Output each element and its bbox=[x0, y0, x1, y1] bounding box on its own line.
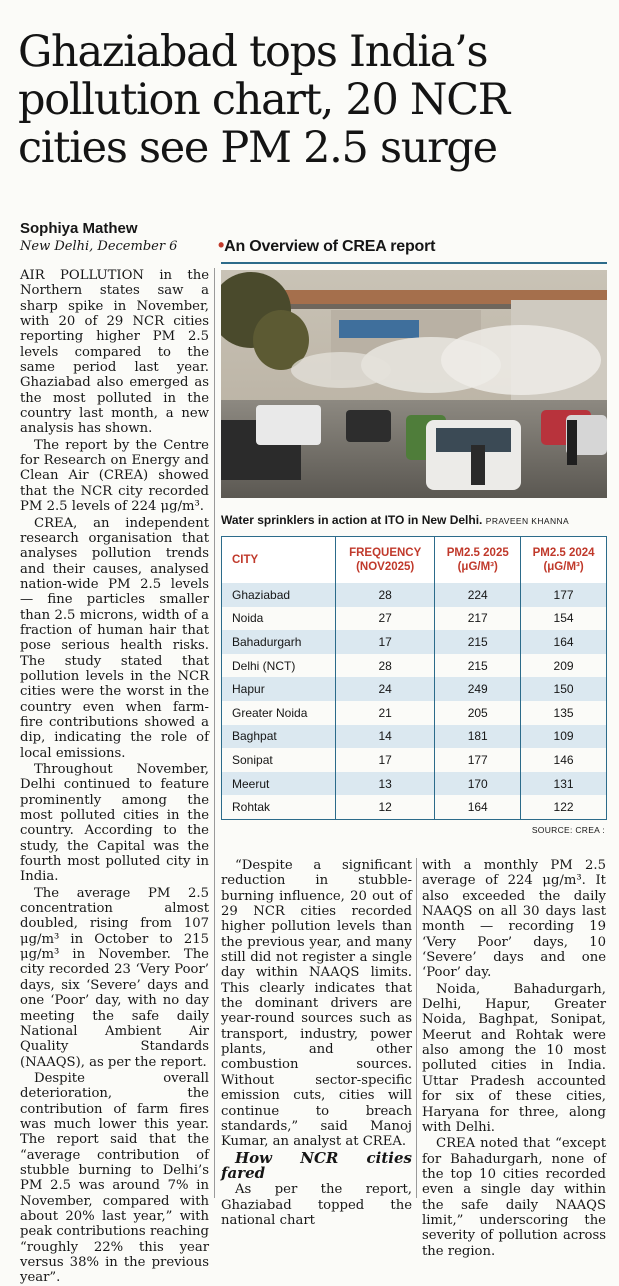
cell-pm25-2024: 150 bbox=[521, 677, 607, 701]
cell-frequency: 28 bbox=[336, 654, 435, 678]
paragraph: CREA, an independent research organisation that analyses pollution trends and their causes, analysed nation-wide PM 2.5 levels — fine particles smaller than 2.5 microns, width of a fraction of human hair that pose serious health risks. The study stated that pollution levels in the NCR cities were the worst in the country even when farm-fire contributions showed a dip, indicating the role of local emissions. bbox=[20, 515, 209, 761]
cell-pm25-2024: 135 bbox=[521, 701, 607, 725]
cell-city: Meerut bbox=[222, 772, 336, 796]
table-row bbox=[222, 748, 607, 772]
cell-frequency: 24 bbox=[336, 677, 435, 701]
cell-city: Ghaziabad bbox=[222, 583, 336, 607]
headline: Ghaziabad tops India’s pollution chart, 20 NCR cities see PM 2.5 surge bbox=[18, 27, 509, 173]
cell-frequency: 13 bbox=[336, 772, 435, 796]
cell-city: Sonipat bbox=[222, 748, 336, 772]
table-row bbox=[222, 701, 607, 725]
header-text: PM2.5 2025 bbox=[446, 547, 509, 559]
paragraph: Throughout November, Delhi continued to feature prominently among the most polluted cities in the country. According to the study, the Capital was the fourth most polluted city in India. bbox=[20, 762, 209, 885]
cell-frequency: 27 bbox=[336, 607, 435, 631]
paragraph: Despite overall deterioration, the contribution of farm fires was much lower this year. The report said that the “average contribution of stubble burning to Delhi’s PM 2.5 was around 7% in November, compared with about 20% last year,” with peak contributions reaching “roughly 22% this year versus 38% in the previous year”. bbox=[20, 1070, 209, 1286]
cell-city: Bahadurgarh bbox=[222, 630, 336, 654]
cell-pm25-2025: 224 bbox=[435, 583, 521, 607]
byline-author: Sophiya Mathew bbox=[20, 220, 138, 237]
subhead: How NCR cities fared bbox=[221, 1148, 412, 1182]
cell-city: Hapur bbox=[222, 677, 336, 701]
table-row bbox=[222, 607, 607, 631]
header-city bbox=[222, 537, 336, 584]
cell-pm25-2025: 164 bbox=[435, 795, 521, 819]
photo-water-sprinklers bbox=[221, 270, 607, 498]
cell-pm25-2024: 131 bbox=[521, 772, 607, 796]
paragraph: As per the report, Ghaziabad topped the national chart bbox=[221, 1182, 412, 1228]
header-text: FREQUENCY bbox=[349, 547, 422, 559]
cell-pm25-2024: 122 bbox=[521, 795, 607, 819]
article-column-right bbox=[422, 858, 606, 1259]
header-frequency bbox=[336, 537, 435, 584]
header-pm25-2024 bbox=[521, 537, 607, 584]
caption-text: Water sprinklers in action at ITO in New Delhi. bbox=[221, 513, 483, 527]
table-row bbox=[222, 725, 607, 749]
cell-frequency: 14 bbox=[336, 725, 435, 749]
table-header-row bbox=[222, 537, 607, 584]
cell-city: Delhi (NCT) bbox=[222, 654, 336, 678]
overview-rule bbox=[221, 262, 607, 264]
cell-city: Baghpat bbox=[222, 725, 336, 749]
cell-pm25-2024: 146 bbox=[521, 748, 607, 772]
photo-caption bbox=[221, 513, 569, 527]
cell-pm25-2025: 177 bbox=[435, 748, 521, 772]
cell-pm25-2024: 164 bbox=[521, 630, 607, 654]
column-divider bbox=[214, 268, 215, 1198]
table-row bbox=[222, 677, 607, 701]
article-column-left bbox=[20, 268, 209, 1286]
paragraph: CREA noted that “except for Bahadurgarh, none of the top 10 cities recorded even a single day within the safe daily NAAQS limit,” underscoring the severity of pollution across the region. bbox=[422, 1136, 606, 1259]
header-text: CITY bbox=[232, 554, 259, 566]
cell-frequency: 17 bbox=[336, 748, 435, 772]
paragraph: The report by the Centre for Research on Energy and Clean Air (CREA) showed that the NCR city recorded PM 2.5 levels of 224 μg/m³. bbox=[20, 437, 209, 515]
overview-title-text: An Overview of CREA report bbox=[224, 238, 436, 255]
cell-pm25-2025: 215 bbox=[435, 630, 521, 654]
cell-city: Rohtak bbox=[222, 795, 336, 819]
header-text: (μG/M³) bbox=[457, 561, 498, 573]
cell-pm25-2024: 154 bbox=[521, 607, 607, 631]
overview-title bbox=[218, 235, 435, 256]
paragraph: AIR POLLUTION in the Northern states saw a sharp spike in November, with 20 of 29 NCR cities reporting higher PM 2.5 levels compared to the same period last year. Ghaziabad also emerged as the most polluted in the country last month, a new analysis has shown. bbox=[20, 268, 209, 437]
table-row bbox=[222, 583, 607, 607]
photo-illustration bbox=[221, 270, 607, 498]
photo-credit: PRAVEEN KHANNA bbox=[485, 516, 570, 526]
cell-city: Noida bbox=[222, 607, 336, 631]
cell-pm25-2025: 181 bbox=[435, 725, 521, 749]
table-source: SOURCE: CREA : bbox=[531, 825, 605, 835]
header-text: (μG/M³) bbox=[543, 561, 584, 573]
paragraph: The average PM 2.5 concentration almost doubled, rising from 107 μg/m³ in October to 215 μg/m³ in November. The city recorded 23 ‘Very Poor’ days, six ‘Severe’ days and one ‘Poor’ day, with no day meeting the safe daily National Ambient Air Quality Standards (NAAQS), as per the report. bbox=[20, 885, 209, 1070]
cell-pm25-2025: 215 bbox=[435, 654, 521, 678]
header-text: (NOV2025) bbox=[356, 561, 415, 573]
cell-pm25-2025: 249 bbox=[435, 677, 521, 701]
table-row bbox=[222, 795, 607, 819]
paragraph: Noida, Bahadurgarh, Delhi, Hapur, Greater Noida, Baghpat, Sonipat, Meerut and Rohtak were also among the 10 most polluted cities in India. Uttar Pradesh accounted for six of these cities, Haryana for three, along with Delhi. bbox=[422, 981, 606, 1135]
cell-pm25-2025: 205 bbox=[435, 701, 521, 725]
cell-frequency: 21 bbox=[336, 701, 435, 725]
bullet-icon: • bbox=[218, 235, 225, 255]
cell-pm25-2024: 109 bbox=[521, 725, 607, 749]
cell-pm25-2024: 177 bbox=[521, 583, 607, 607]
pollution-table bbox=[221, 536, 607, 820]
paragraph: “Despite a significant reduction in stubble-burning influence, 20 out of 29 NCR cities recorded higher pollution levels than the previous year, and many still did not register a single day within NAAQS limits. This clearly indicates that the dominant drivers are year-round sources such as transport, industry, power plants, and other combustion sources. Without sector-specific emission cuts, cities will continue to breach standards,” said Manoj Kumar, an analyst at CREA. bbox=[221, 858, 412, 1150]
table-row bbox=[222, 772, 607, 796]
table-row bbox=[222, 630, 607, 654]
byline-dateline: New Delhi, December 6 bbox=[20, 239, 178, 254]
cell-pm25-2025: 170 bbox=[435, 772, 521, 796]
cell-pm25-2025: 217 bbox=[435, 607, 521, 631]
cell-frequency: 17 bbox=[336, 630, 435, 654]
cell-city: Greater Noida bbox=[222, 701, 336, 725]
article-column-middle bbox=[221, 858, 412, 1228]
paragraph: with a monthly PM 2.5 average of 224 μg/m³. It also exceeded the daily NAAQS on all 30 days last month — recording 19 ‘Very Poor’ days, 10 ‘Severe’ days and one ‘Poor’ day. bbox=[422, 858, 606, 981]
header-pm25-2025 bbox=[435, 537, 521, 584]
table-row bbox=[222, 654, 607, 678]
cell-frequency: 28 bbox=[336, 583, 435, 607]
cell-pm25-2024: 209 bbox=[521, 654, 607, 678]
column-divider bbox=[416, 858, 417, 1198]
cell-frequency: 12 bbox=[336, 795, 435, 819]
header-text: PM2.5 2024 bbox=[532, 547, 595, 559]
